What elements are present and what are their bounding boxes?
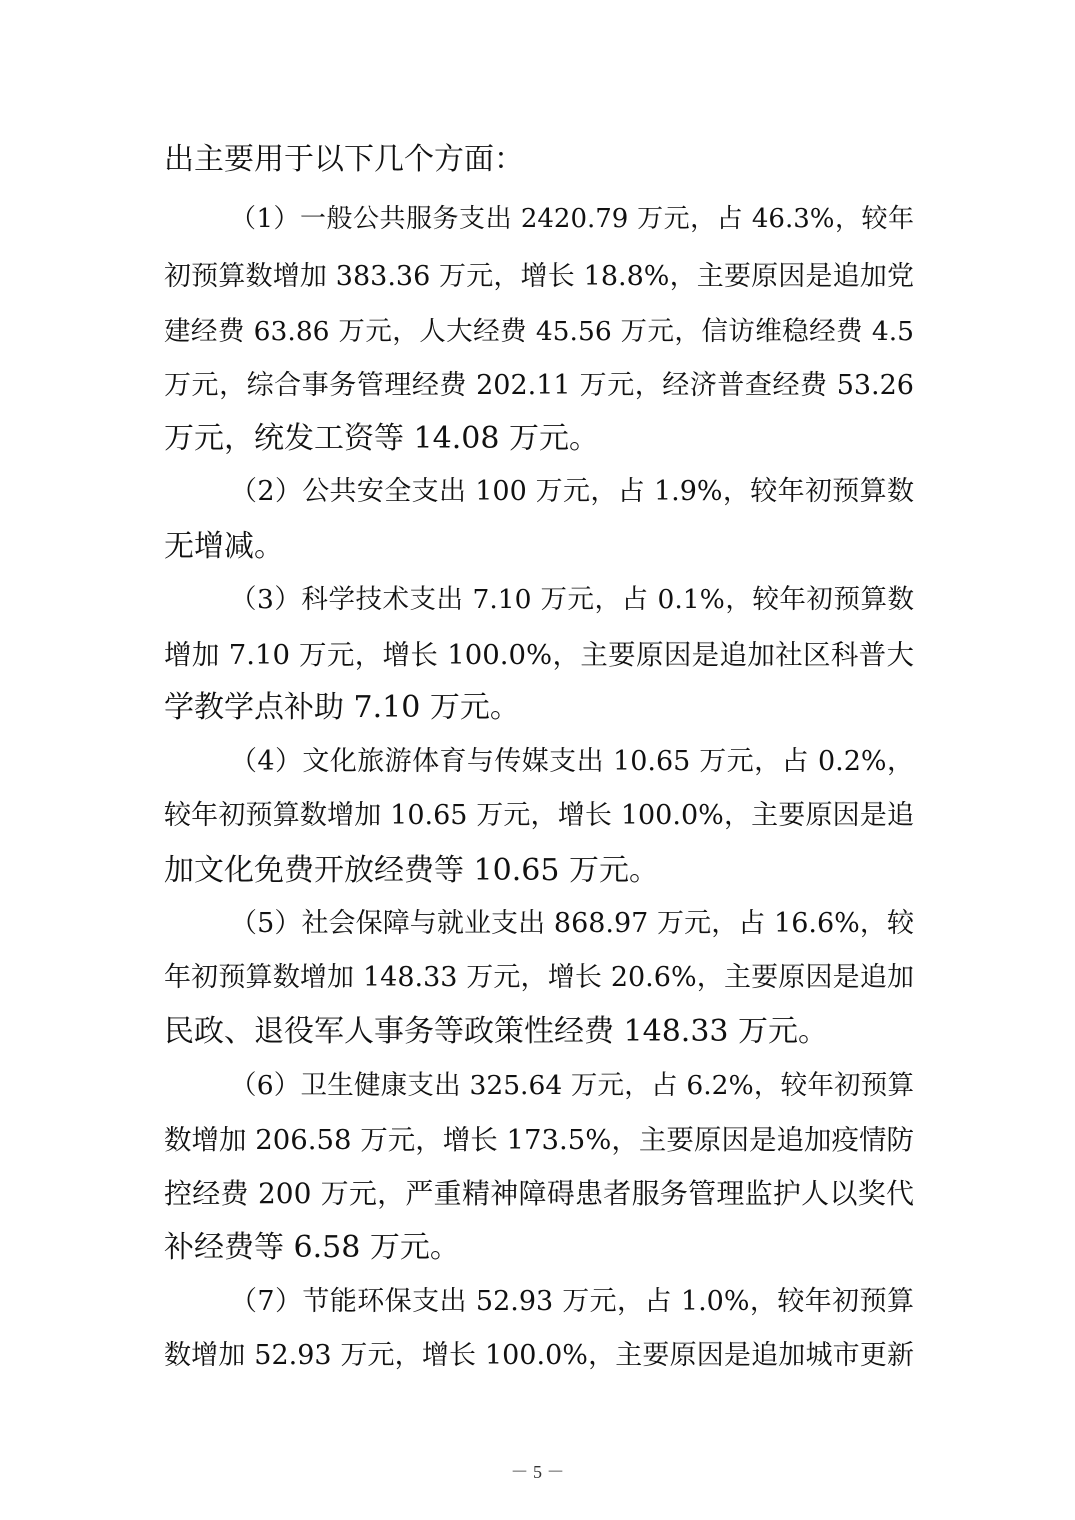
text-line: （5）社会保障与就业支出 868.97 万元，占 16.6%，较 bbox=[230, 908, 914, 939]
text-line: 学教学点补助 7.10 万元。 bbox=[164, 690, 520, 725]
text-line: 数增加 52.93 万元，增长 100.0%，主要原因是追加城市更新 bbox=[164, 1340, 914, 1371]
text-line: （4）文化旅游体育与传媒支出 10.65 万元，占 0.2%， bbox=[230, 746, 914, 777]
text-line: 民政、退役军人事务等政策性经费 148.33 万元。 bbox=[164, 1014, 829, 1049]
text-line: （1）一般公共服务支出 2420.79 万元，占 46.3%，较年 bbox=[230, 204, 914, 234]
text-line: （7）节能环保支出 52.93 万元，占 1.0%，较年初预算 bbox=[230, 1286, 914, 1317]
text-line: 万元，综合事务管理经费 202.11 万元，经济普查经费 53.26 bbox=[164, 370, 914, 401]
text-line: （3）科学技术支出 7.10 万元，占 0.1%，较年初预算数 bbox=[230, 584, 914, 615]
page-number: － 5 － bbox=[510, 1462, 565, 1482]
text-line: （6）卫生健康支出 325.64 万元，占 6.2%，较年初预算 bbox=[230, 1070, 914, 1101]
text-line: 较年初预算数增加 10.65 万元，增长 100.0%，主要原因是追 bbox=[164, 800, 914, 831]
text-line: （2）公共安全支出 100 万元，占 1.9%，较年初预算数 bbox=[230, 476, 914, 507]
text-line: 万元，统发工资等 14.08 万元。 bbox=[164, 421, 599, 456]
text-line: 补经费等 6.58 万元。 bbox=[164, 1230, 460, 1265]
text-line: 加文化免费开放经费等 10.65 万元。 bbox=[164, 853, 659, 888]
text-line: 年初预算数增加 148.33 万元，增长 20.6%，主要原因是追加 bbox=[164, 962, 914, 993]
text-line: 无增减。 bbox=[164, 529, 284, 564]
text-line: 控经费 200 万元，严重精神障碍患者服务管理监护人以奖代 bbox=[164, 1177, 914, 1210]
text-line: 增加 7.10 万元，增长 100.0%，主要原因是追加社区科普大 bbox=[164, 639, 914, 671]
text-line: 初预算数增加 383.36 万元，增长 18.8%，主要原因是追加党 bbox=[164, 261, 914, 292]
text-line: 出主要用于以下几个方面： bbox=[164, 142, 524, 177]
text-line: 建经费 63.86 万元，人大经费 45.56 万元，信访维稳经费 4.5 bbox=[164, 316, 914, 347]
text-line: 数增加 206.58 万元，增长 173.5%，主要原因是追加疫情防 bbox=[164, 1124, 914, 1156]
